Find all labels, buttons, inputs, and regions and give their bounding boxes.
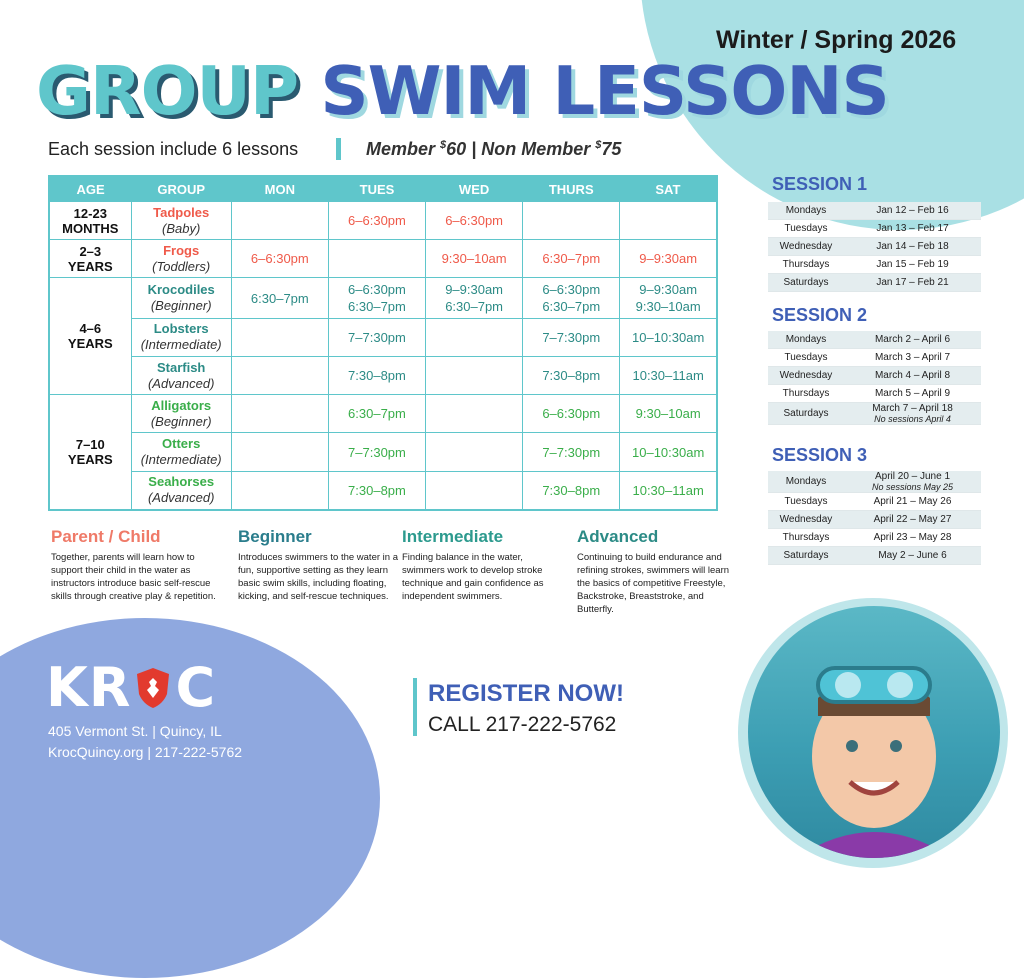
session-range-cell xyxy=(844,349,981,367)
table-row xyxy=(49,471,717,510)
group-level: (Advanced) xyxy=(147,490,215,506)
age-range: 2–3 xyxy=(79,243,102,259)
age-cell xyxy=(49,395,131,510)
session-title: SESSION 3 xyxy=(772,445,868,465)
call-phone[interactable]: CALL 217-222-5762 xyxy=(428,713,617,736)
website-phone: KrocQuincy.org | 217-222-5762 xyxy=(48,744,243,760)
time-cell-wed xyxy=(426,433,523,471)
group-level: (Beginner) xyxy=(150,298,212,314)
time-value: 6–6:30pm xyxy=(445,213,504,229)
time-cell-sat xyxy=(620,471,717,510)
currency-sign: $ xyxy=(595,139,602,151)
table-row xyxy=(49,433,717,471)
table-row xyxy=(49,357,717,395)
session-range-cell xyxy=(844,274,981,292)
session-row xyxy=(768,471,981,493)
level-text: Finding balance in the water, swimmers work to develop stroke technique and gain confidence as independent swimmers. xyxy=(402,552,544,602)
group-cell xyxy=(131,357,231,395)
level-title: Beginner xyxy=(238,527,312,546)
time-cell-tues xyxy=(328,278,425,319)
table-row xyxy=(49,318,717,356)
session-range-cell xyxy=(844,493,981,511)
session-range-cell xyxy=(844,471,981,493)
time-cell-sat xyxy=(620,395,717,433)
session-note: No sessions May 25 xyxy=(871,482,954,492)
session-row xyxy=(768,385,981,403)
session-day: Mondays xyxy=(768,331,844,349)
session-range: April 21 – May 26 xyxy=(873,496,952,507)
time-value: 6–6:30pm 6:30–7pm xyxy=(348,282,406,315)
time-cell-wed xyxy=(426,357,523,395)
group-cell xyxy=(131,202,231,240)
age-unit: YEARS xyxy=(67,452,113,468)
session-range: Jan 13 – Feb 17 xyxy=(876,223,949,234)
session-range: May 2 – June 6 xyxy=(878,550,947,561)
time-value: 9:30–10am xyxy=(635,406,701,422)
group-cell xyxy=(131,471,231,510)
price-separator: | xyxy=(466,139,482,159)
group-cell xyxy=(131,395,231,433)
session-row xyxy=(768,403,981,425)
session-title: SESSION 2 xyxy=(772,305,868,325)
table-row xyxy=(49,240,717,278)
time-value: 7:30–8pm xyxy=(542,368,601,384)
level-description xyxy=(402,527,567,603)
time-cell-thurs xyxy=(523,395,620,433)
time-value: 9:30–10am xyxy=(441,251,507,267)
divider xyxy=(336,138,341,160)
kroc-logo xyxy=(46,656,216,719)
time-cell-tues xyxy=(328,433,425,471)
group-level: (Intermediate) xyxy=(140,337,222,353)
session-note: Each session include 6 lessons xyxy=(48,139,299,159)
session-day: Wednesday xyxy=(768,511,844,529)
session-range: March 2 – April 6 xyxy=(874,334,951,345)
register-now[interactable]: REGISTER NOW! xyxy=(428,680,624,707)
time-cell-mon xyxy=(231,395,328,433)
divider xyxy=(413,678,417,736)
group-name: Tadpoles xyxy=(153,204,210,220)
level-title: Parent / Child xyxy=(51,527,161,546)
time-cell-wed xyxy=(426,202,523,240)
session-range: April 23 – May 28 xyxy=(873,532,952,543)
schedule-header-row xyxy=(49,176,717,202)
level-description xyxy=(577,527,742,616)
session-day: Mondays xyxy=(768,471,844,493)
time-value: 9–9:30am 6:30–7pm xyxy=(445,282,504,315)
session-day: Thursdays xyxy=(768,256,844,274)
session-range-cell xyxy=(844,256,981,274)
age-range: 4–6 xyxy=(79,321,102,337)
group-name: Starfish xyxy=(156,359,206,375)
time-cell-thurs xyxy=(523,433,620,471)
age-unit: YEARS xyxy=(67,336,113,352)
time-value: 10–10:30am xyxy=(632,444,705,460)
session-table xyxy=(768,331,981,425)
time-cell-thurs xyxy=(523,318,620,356)
time-cell-wed xyxy=(426,471,523,510)
group-cell xyxy=(131,240,231,278)
col-header: WED xyxy=(426,176,523,202)
table-row xyxy=(49,395,717,433)
age-cell xyxy=(49,278,131,395)
group-level: (Baby) xyxy=(162,220,201,236)
time-cell-sat xyxy=(620,433,717,471)
title-swim-lessons: SWIM LESSONS xyxy=(320,52,889,130)
time-cell-thurs xyxy=(523,240,620,278)
session-day: Wednesday xyxy=(768,367,844,385)
group-name: Otters xyxy=(162,436,201,452)
age-cell xyxy=(49,240,131,278)
time-value: 6:30–7pm xyxy=(250,290,309,306)
time-value: 7–7:30pm xyxy=(348,444,406,460)
time-value: 6:30–7pm xyxy=(348,406,406,422)
time-cell-wed xyxy=(426,240,523,278)
time-value: 7–7:30pm xyxy=(542,329,601,345)
pricing xyxy=(366,139,621,160)
member-price: 60 xyxy=(446,139,467,159)
time-cell-thurs xyxy=(523,202,620,240)
session-row xyxy=(768,274,981,292)
time-cell-tues xyxy=(328,318,425,356)
session-range-cell xyxy=(844,202,981,220)
group-name: Lobsters xyxy=(153,321,209,337)
group-name: Frogs xyxy=(163,242,200,258)
session-row xyxy=(768,493,981,511)
group-level: (Advanced) xyxy=(147,375,215,391)
time-cell-sat xyxy=(620,357,717,395)
session-range: Jan 12 – Feb 16 xyxy=(876,205,949,216)
time-value: 6–6:30pm 6:30–7pm xyxy=(542,282,601,315)
level-title: Advanced xyxy=(577,527,659,546)
group-name: Seahorses xyxy=(148,474,215,490)
time-cell-mon xyxy=(231,202,328,240)
session-range: April 22 – May 27 xyxy=(873,514,952,525)
session-row xyxy=(768,547,981,565)
level-title: Intermediate xyxy=(402,527,504,546)
schedule-table xyxy=(48,175,718,511)
session-range: Jan 14 – Feb 18 xyxy=(876,241,949,252)
session-row xyxy=(768,331,981,349)
time-cell-mon xyxy=(231,433,328,471)
level-text: Continuing to build endurance and refining strokes, swimmers will learn the basics of competitive Freestyle, Backstroke, Breaststroke, and Butterfly. xyxy=(577,552,730,615)
level-text: Together, parents will learn how to support their child in the water as instructors introduce basic self-rescue skills through creative play & repetition. xyxy=(51,552,216,602)
col-header: AGE xyxy=(49,176,131,202)
session-range: March 4 – April 8 xyxy=(874,370,951,381)
session-day: Tuesdays xyxy=(768,349,844,367)
session-range: Jan 17 – Feb 21 xyxy=(876,277,949,288)
session-day: Saturdays xyxy=(768,274,844,292)
time-value: 6–6:30pm xyxy=(250,251,309,267)
member-label: Member xyxy=(366,139,441,159)
session-table xyxy=(768,202,981,292)
title-group: GROUP xyxy=(36,52,299,130)
time-cell-mon xyxy=(231,278,328,319)
time-cell-mon xyxy=(231,240,328,278)
time-value: 7–7:30pm xyxy=(348,329,406,345)
age-cell xyxy=(49,202,131,240)
session-day: Thursdays xyxy=(768,529,844,547)
group-level: (Intermediate) xyxy=(140,452,222,468)
time-cell-tues xyxy=(328,357,425,395)
time-value: 10–10:30am xyxy=(632,329,705,345)
logo-text: C xyxy=(175,656,217,719)
session-row xyxy=(768,511,981,529)
session-note: No sessions April 4 xyxy=(874,414,951,424)
age-range: 12-23 xyxy=(73,205,107,221)
currency-sign: $ xyxy=(440,139,447,151)
session-range-cell xyxy=(844,529,981,547)
nonmember-label: Non Member xyxy=(481,139,596,159)
logo-text: KR xyxy=(46,656,132,719)
session-row xyxy=(768,238,981,256)
time-cell-sat xyxy=(620,240,717,278)
group-cell xyxy=(131,433,231,471)
time-value: 9–9:30am 9:30–10am xyxy=(635,282,701,315)
group-cell xyxy=(131,278,231,319)
time-cell-thurs xyxy=(523,278,620,319)
col-header: GROUP xyxy=(131,176,231,202)
shield-icon xyxy=(133,666,173,710)
season-label: Winter / Spring 2026 xyxy=(716,26,957,54)
session-range-cell xyxy=(844,403,981,425)
table-row xyxy=(49,202,717,240)
session-range-cell xyxy=(844,385,981,403)
time-value: 9–9:30am xyxy=(639,251,698,267)
session-range-cell xyxy=(844,367,981,385)
time-cell-mon xyxy=(231,357,328,395)
level-description xyxy=(238,527,403,603)
time-cell-tues xyxy=(328,471,425,510)
time-cell-wed xyxy=(426,318,523,356)
time-value: 7:30–8pm xyxy=(542,482,601,498)
page-title xyxy=(36,52,889,130)
session-range: April 20 – June 1 xyxy=(874,471,951,482)
col-header: THURS xyxy=(523,176,620,202)
session-range: March 7 – April 18 xyxy=(872,403,953,414)
session-range-cell xyxy=(844,547,981,565)
age-unit: MONTHS xyxy=(62,220,119,236)
time-value: 6–6:30pm xyxy=(348,213,406,229)
session-row xyxy=(768,349,981,367)
address: 405 Vermont St. | Quincy, IL xyxy=(48,723,222,739)
level-text: Introduces swimmers to the water in a fun, supportive setting as they learn basic swim skills, including floating, kicking, and self-rescue techniques. xyxy=(238,552,398,602)
swimmer-photo xyxy=(748,606,1000,858)
time-cell-wed xyxy=(426,278,523,319)
time-cell-mon xyxy=(231,471,328,510)
nonmember-price: 75 xyxy=(601,139,622,159)
time-cell-sat xyxy=(620,318,717,356)
session-day: Saturdays xyxy=(768,547,844,565)
time-cell-sat xyxy=(620,202,717,240)
group-name: Krocodiles xyxy=(147,282,215,298)
session-day: Tuesdays xyxy=(768,493,844,511)
session-row xyxy=(768,256,981,274)
session-range-cell xyxy=(844,238,981,256)
session-row xyxy=(768,220,981,238)
time-cell-tues xyxy=(328,202,425,240)
group-cell xyxy=(131,318,231,356)
time-value: 7:30–8pm xyxy=(348,368,406,384)
time-value: 10:30–11am xyxy=(632,482,704,498)
time-value: 6:30–7pm xyxy=(542,251,601,267)
session-day: Mondays xyxy=(768,202,844,220)
time-cell-thurs xyxy=(523,471,620,510)
session-table xyxy=(768,471,981,565)
session-row xyxy=(768,529,981,547)
level-description xyxy=(51,527,216,603)
col-header: TUES xyxy=(328,176,425,202)
session-title: SESSION 1 xyxy=(772,174,868,194)
col-header: MON xyxy=(231,176,328,202)
session-range-cell xyxy=(844,220,981,238)
time-cell-wed xyxy=(426,395,523,433)
time-cell-sat xyxy=(620,278,717,319)
session-range: March 5 – April 9 xyxy=(874,388,951,399)
age-unit: YEARS xyxy=(67,258,113,274)
table-row xyxy=(49,278,717,319)
time-value: 6–6:30pm xyxy=(542,406,601,422)
session-day: Wednesday xyxy=(768,238,844,256)
age-range: 7–10 xyxy=(75,437,105,453)
time-value: 10:30–11am xyxy=(632,368,704,384)
session-range-cell xyxy=(844,511,981,529)
time-cell-tues xyxy=(328,395,425,433)
session-range-cell xyxy=(844,331,981,349)
group-name: Alligators xyxy=(151,397,212,413)
time-cell-mon xyxy=(231,318,328,356)
session-row xyxy=(768,367,981,385)
group-level: (Beginner) xyxy=(150,413,212,429)
time-cell-thurs xyxy=(523,357,620,395)
session-row xyxy=(768,202,981,220)
session-range: March 3 – April 7 xyxy=(874,352,951,363)
session-day: Thursdays xyxy=(768,385,844,403)
session-day: Tuesdays xyxy=(768,220,844,238)
time-value: 7–7:30pm xyxy=(542,444,601,460)
col-header: SAT xyxy=(620,176,717,202)
time-cell-tues xyxy=(328,240,425,278)
time-value: 7:30–8pm xyxy=(348,482,406,498)
session-range: Jan 15 – Feb 19 xyxy=(876,259,949,270)
session-day: Saturdays xyxy=(768,403,844,425)
group-level: (Toddlers) xyxy=(152,258,211,274)
